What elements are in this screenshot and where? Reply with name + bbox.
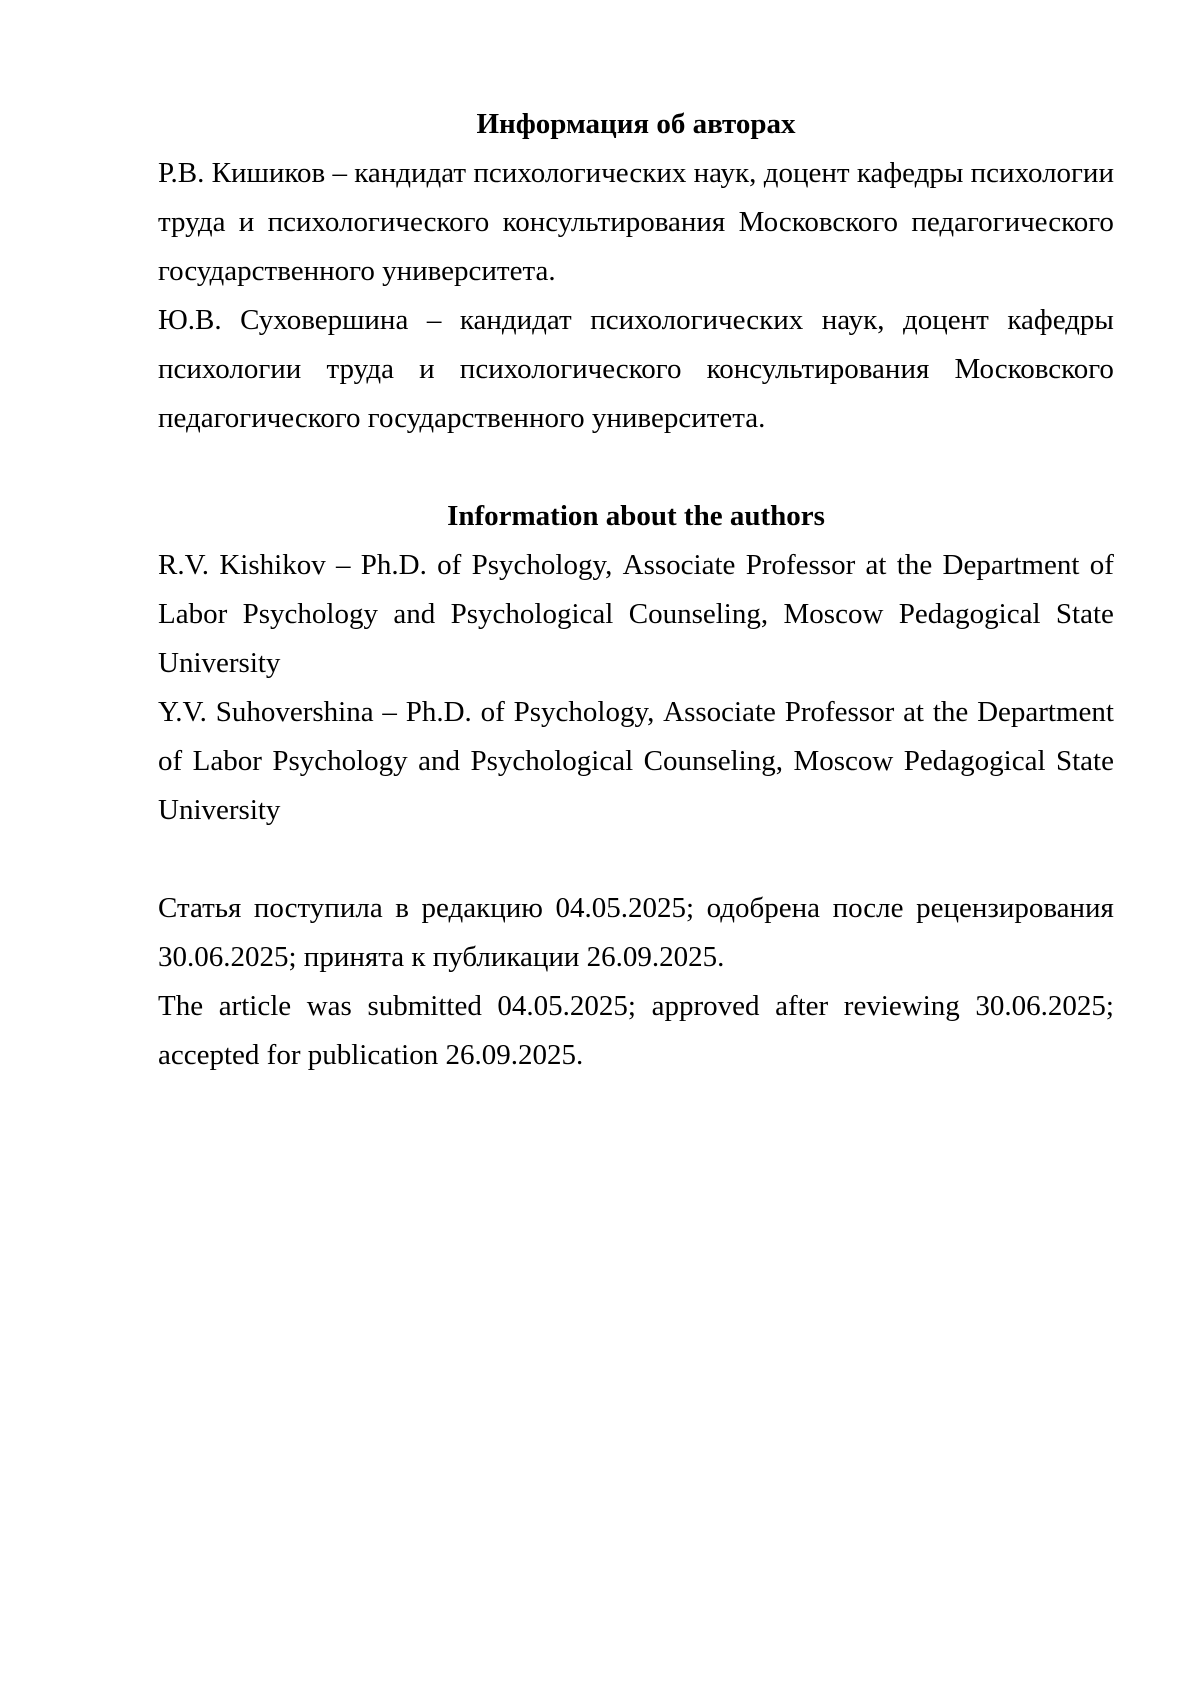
- text-line: государственного университета.: [158, 255, 556, 287]
- text-line: Y.V. Suhovershina – Ph.D. of Psychology, Associate Professor at the Department: [158, 696, 1114, 728]
- text-line: accepted for publication 26.09.2025.: [158, 1039, 584, 1071]
- page-content: [158, 100, 1114, 1080]
- russian-author1-paragraph: [158, 149, 1114, 296]
- text-line: The article was submitted 04.05.2025; approved after reviewing 30.06.2025;: [158, 990, 1114, 1022]
- text-line: Labor Psychology and Psychological Counseling, Moscow Pedagogical State: [158, 598, 1114, 630]
- text-line: психологии труда и психологического консультирования Московского: [158, 353, 1114, 385]
- text-line: University: [158, 647, 281, 679]
- english-section-heading: Information about the authors: [447, 500, 825, 532]
- submission-info-english-paragraph: [158, 982, 1114, 1080]
- text-line: 30.06.2025; принята к публикации 26.09.2025.: [158, 941, 725, 973]
- text-line: труда и психологического консультирования Московского педагогического: [158, 206, 1114, 238]
- text-line: Статья поступила в редакцию 04.05.2025; одобрена после рецензирования: [158, 892, 1114, 924]
- blank-line: [158, 443, 1114, 492]
- text-line: University: [158, 794, 281, 826]
- text-line: Р.В. Кишиков – кандидат психологических наук, доцент кафедры психологии: [158, 157, 1114, 189]
- text-line: of Labor Psychology and Psychological Counseling, Moscow Pedagogical State: [158, 745, 1114, 777]
- russian-section-heading: Информация об авторах: [476, 108, 796, 140]
- english-author1-paragraph: [158, 541, 1114, 688]
- russian-author2-paragraph: [158, 296, 1114, 443]
- text-line: педагогического государственного университета.: [158, 402, 766, 434]
- submission-info-russian-paragraph: [158, 884, 1114, 982]
- blank-line: [158, 835, 1114, 884]
- text-line: R.V. Kishikov – Ph.D. of Psychology, Associate Professor at the Department of: [158, 549, 1114, 581]
- text-line: Ю.В. Суховершина – кандидат психологических наук, доцент кафедры: [158, 304, 1114, 336]
- english-author2-paragraph: [158, 688, 1114, 835]
